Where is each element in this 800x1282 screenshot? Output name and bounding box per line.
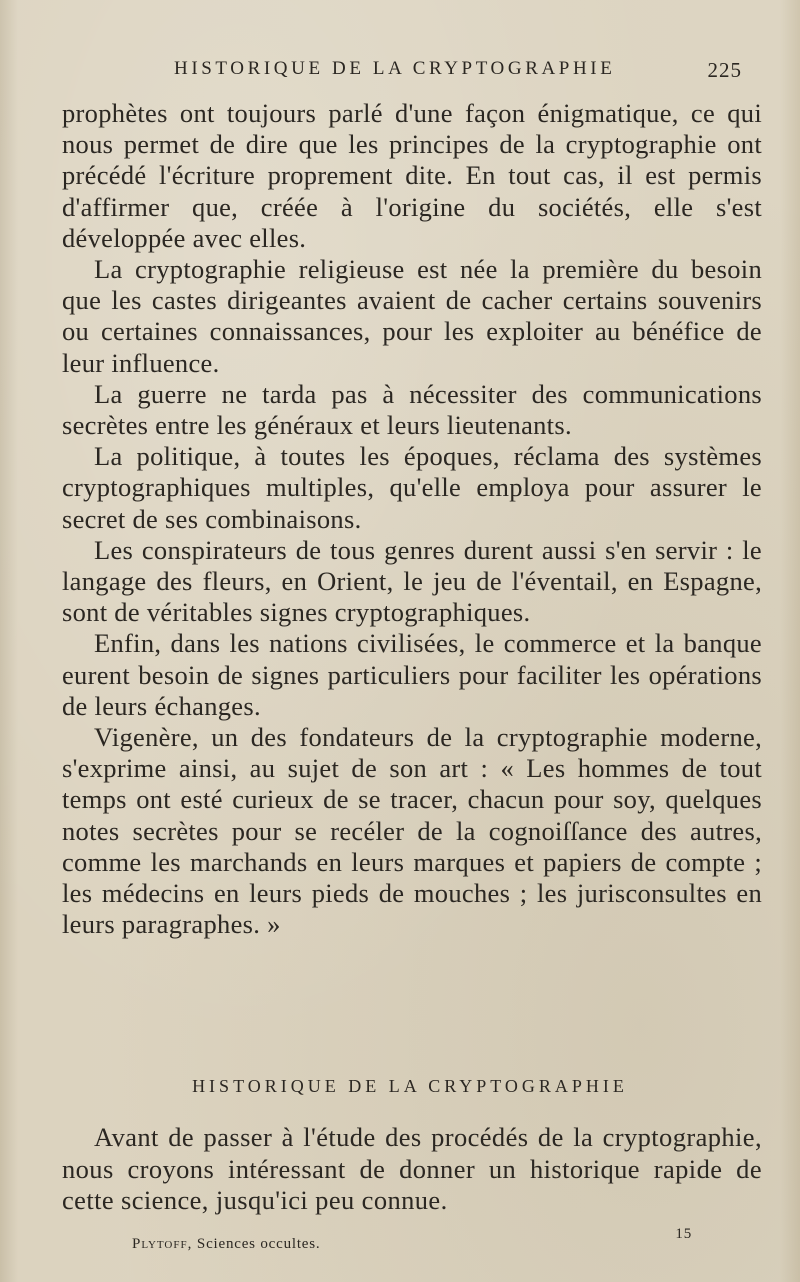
paragraph: Enfin, dans les nations civilisées, le commerce et la banque eurent besoin de signes particuliers pour faciliter les opérations de leurs échanges. bbox=[62, 628, 762, 721]
paragraph: La guerre ne tarda pas à nécessiter des communications secrètes entre les généraux et leurs lieutenants. bbox=[62, 378, 762, 441]
body-text bbox=[62, 98, 762, 940]
running-title: HISTORIQUE DE LA CRYPTOGRAPHIE bbox=[174, 58, 616, 79]
paragraph: Les conspirateurs de tous genres durent aussi s'en servir : le langage des fleurs, en Orient, le jeu de l'éventail, en Espagne, sont de véritables signes cryptographiques. bbox=[62, 534, 762, 628]
section-heading: HISTORIQUE DE LA CRYPTOGRAPHIE bbox=[192, 1076, 628, 1096]
book-title: Sciences occultes. bbox=[196, 1236, 321, 1252]
signature-number: 15 bbox=[675, 1226, 692, 1242]
paragraph: Vigenère, un des fondateurs de la cryptographie moderne, s'exprime ainsi, au sujet de son art : « Les hommes de tout temps ont esté curieux de se tracer, chacun pour soy, quelques notes secrètes pour se recéler de la cognoiſſance des autres, comme les marchands en leurs marques et papiers de compte ; les médecins en leurs pieds de mouches ; les jurisconsultes en leurs paragraphes. » bbox=[62, 722, 762, 940]
section-paragraph: Avant de passer à l'étude des procédés de la cryptographie, nous croyons intéressant de donner un historique rapide de cette science, jusqu'ici peu connue. bbox=[62, 1122, 762, 1215]
page-number: 225 bbox=[707, 58, 742, 82]
signature-footer bbox=[132, 1226, 732, 1266]
printer-signature bbox=[132, 1236, 320, 1253]
author-name: Plytoff, bbox=[132, 1236, 193, 1252]
paragraph: prophètes ont toujours parlé d'une façon énigmatique, ce qui nous permet de dire que les principes de la cryptographie ont précédé l'écriture proprement dite. En tout cas, il est permis d'affirmer que, créée à l'origine du sociétés, elle s'est développée avec elles. bbox=[62, 98, 762, 253]
running-head bbox=[62, 58, 742, 88]
paragraph: La politique, à toutes les époques, réclama des systèmes cryptographiques multiples, qu'elle employa pour assurer le secret de ses combinaisons. bbox=[62, 441, 762, 534]
paragraph: La cryptographie religieuse est née la première du besoin que les castes dirigeantes avaient de cacher certains souvenirs ou certaines connaissances, pour les exploiter au bénéfice de leur influence. bbox=[62, 254, 762, 378]
